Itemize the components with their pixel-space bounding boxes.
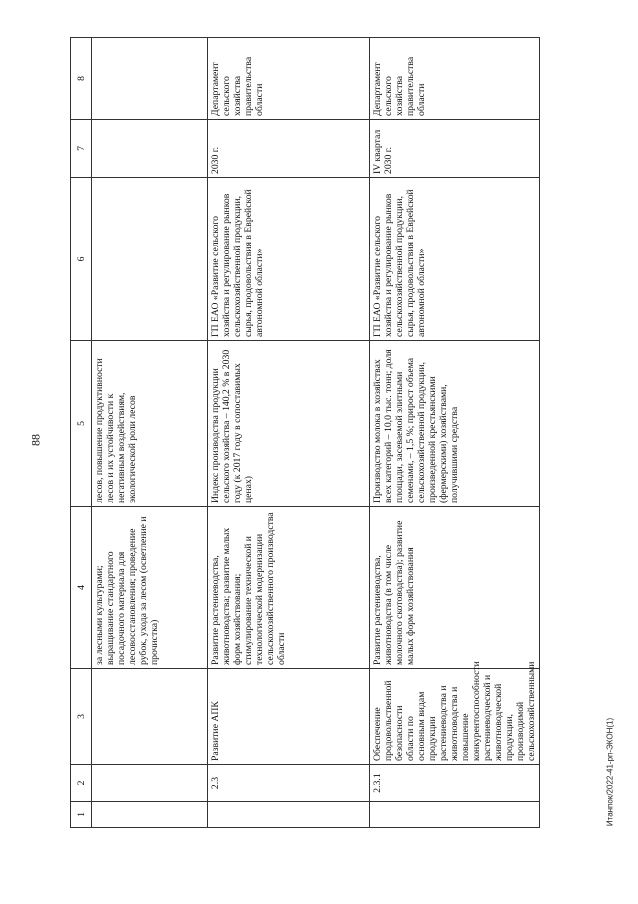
cell-responsible <box>92 38 208 120</box>
document-footer-code: Итанпок/2022-41-рп-ЭКОН(1) <box>605 717 615 827</box>
cell-program: ГП ЕАО «Развитие сельского хозяйства и регулирование рынков сельскохозяйственной продукции, сырья, продовольствия в Еврейской автономной области» <box>370 178 540 341</box>
header-cell: 8 <box>71 38 92 120</box>
cell-program: ГП ЕАО «Развитие сельского хозяйства и регулирование рынков сельскохозяйственной продукции, сырья, продовольствия в Еврейской автономной области» <box>208 178 370 341</box>
cell-deadline <box>92 120 208 178</box>
cell-indicator: Индекс производства продукции сельского хозяйства – 140,2 % в 2030 году (к 2017 году в сопоставимых ценах) <box>208 341 370 507</box>
plan-table <box>70 37 540 828</box>
cell-responsible: Департамент сельского хозяйства правительства области <box>208 38 370 120</box>
cell-index <box>92 802 208 828</box>
header-cell: 2 <box>71 765 92 802</box>
cell-indicator: Производство молока в хозяйствах всех категорий – 10,0 тыс. тонн; доля площади, засеваемой элитными семенами, – 1,5 %; прирост объема сельскохозяйственной продукции, произведенной крестьянскими (фермерскими) хозяйствами, получившими средства <box>370 341 540 507</box>
cell-number <box>92 765 208 802</box>
table-row <box>92 38 208 828</box>
cell-index <box>208 802 370 828</box>
cell-deadline: IV квартал 2030 г. <box>370 120 540 178</box>
header-cell: 6 <box>71 178 92 341</box>
cell-number: 2.3.1 <box>370 765 540 802</box>
header-cell: 5 <box>71 341 92 507</box>
cell-index <box>370 802 540 828</box>
table-row <box>370 38 540 828</box>
table-header-row <box>71 38 92 828</box>
header-cell: 4 <box>71 507 92 669</box>
header-cell: 1 <box>71 802 92 828</box>
table-row <box>208 38 370 828</box>
cell-task: Обеспечение продовольственной безопасности области по основным видам продукции растениеводства и животноводства и повышение конкурентоспособности растениеводческой и животноводческой продукции, производимой сельскохозяйственными <box>370 669 540 765</box>
cell-indicator: лесов, повышение продуктивности лесов и их устойчивости к негативным воздействиям, экологической роли лесов <box>92 341 208 507</box>
header-cell: 3 <box>71 669 92 765</box>
page-number: 88 <box>28 434 43 446</box>
cell-task <box>92 669 208 765</box>
cell-responsible: Департамент сельского хозяйства правительства области <box>370 38 540 120</box>
cell-deadline: 2030 г. <box>208 120 370 178</box>
cell-measures: Развитие растениеводства, животноводства (в том числе молочного скотоводства); развитие малых форм хозяйствования <box>370 507 540 669</box>
cell-task: Развитие АПК <box>208 669 370 765</box>
header-cell: 7 <box>71 120 92 178</box>
rotated-table-container <box>70 38 590 828</box>
cell-number: 2.3 <box>208 765 370 802</box>
cell-measures: за лесными культурами; выращивание стандартного посадочного материала для лесовосстановления; проведение рубок, ухода за лесом (осветление и прочистка) <box>92 507 208 669</box>
cell-program <box>92 178 208 341</box>
cell-measures: Развитие растениеводства, животноводства; развитие малых форм хозяйствования; стимулирование технической и технологической модернизации сельскохозяйственного производства области <box>208 507 370 669</box>
